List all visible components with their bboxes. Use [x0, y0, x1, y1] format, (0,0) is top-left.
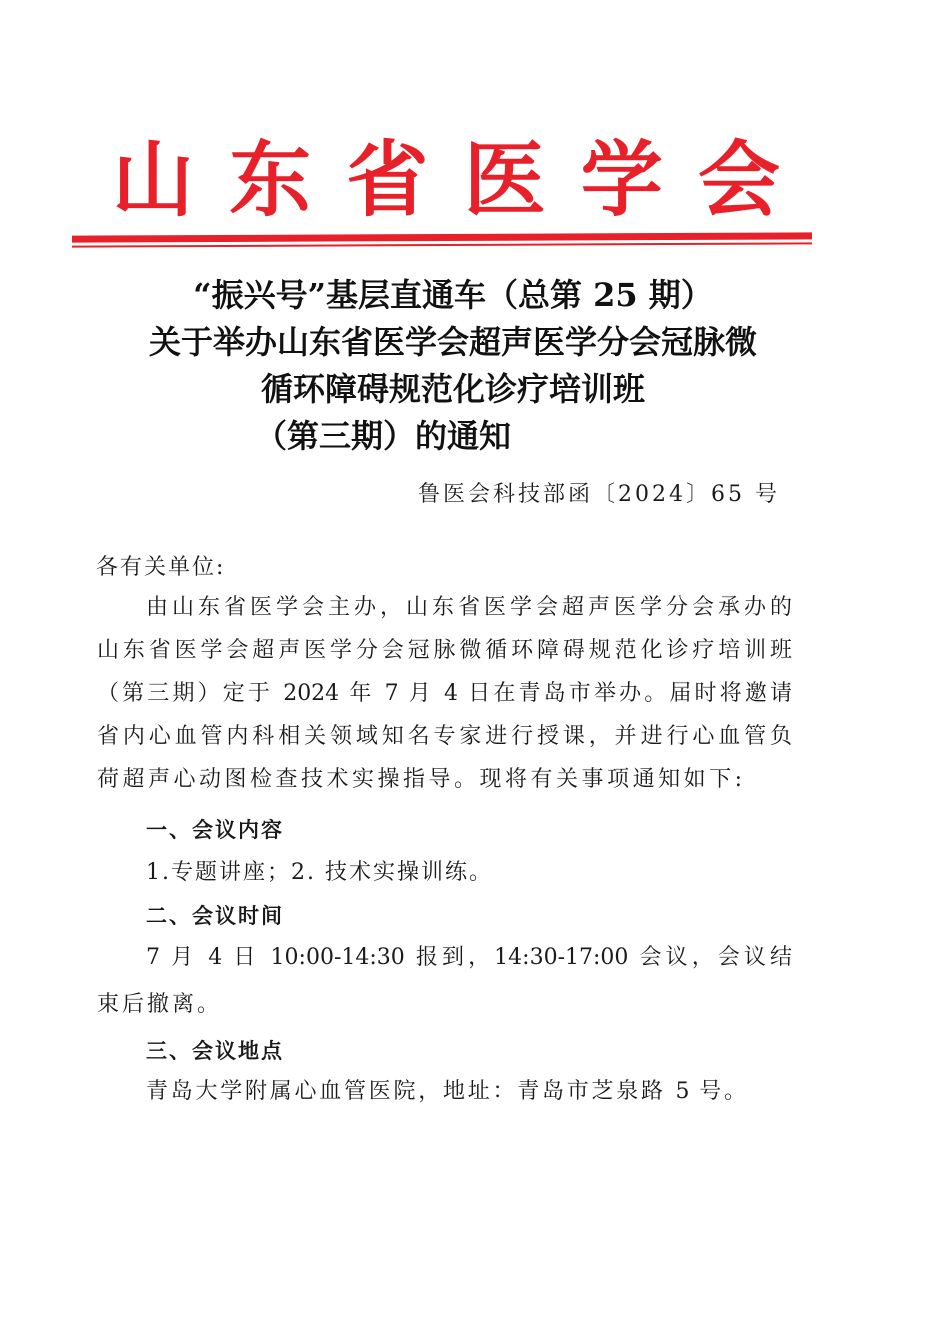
salutation: 各有关单位:	[96, 555, 226, 580]
title-line-3: 循环障碍规范化诊疗培训班	[260, 370, 645, 408]
organization-letterhead: 山东省医学会	[112, 132, 782, 228]
letterhead-divider-thin	[72, 242, 812, 247]
section-text: 束后撤离。	[97, 992, 223, 1017]
intro-line: （第三期）定于 2024 年 7 月 4 日在青岛市举办。届时将邀请	[97, 681, 792, 706]
document-number: 鲁医会科技部函〔2024〕65 号	[418, 482, 780, 507]
section-heading: 一、会议内容	[146, 818, 284, 842]
section-heading: 二、会议时间	[146, 904, 284, 928]
section-text: 1.专题讲座；2. 技术实操训练。	[146, 860, 493, 885]
intro-line: 荷超声心动图检查技术实操指导。现将有关事项通知如下:	[97, 767, 742, 792]
section-text: 7 月 4 日 10:00-14:30 报到，14:30-17:00 会议，会议结	[146, 945, 792, 970]
section-heading: 三、会议地点	[146, 1039, 284, 1063]
title-line-2: 关于举办山东省医学会超声医学分会冠脉微	[148, 323, 757, 361]
letterhead-divider-thick	[72, 232, 812, 242]
intro-line: 由山东省医学会主办，山东省医学会超声医学分会承办的	[146, 595, 792, 620]
section-text: 青岛大学附属心血管医院，地址：青岛市芝泉路 5 号。	[146, 1079, 746, 1104]
title-line-1: “振兴号”基层直通车（总第 25 期）	[193, 276, 713, 314]
title-line-4: （第三期）的通知	[254, 417, 511, 455]
intro-line: 山东省医学会超声医学分会冠脉微循环障碍规范化诊疗培训班	[97, 638, 792, 663]
intro-line: 省内心血管内科相关领域知名专家进行授课，并进行心血管负	[97, 724, 792, 749]
